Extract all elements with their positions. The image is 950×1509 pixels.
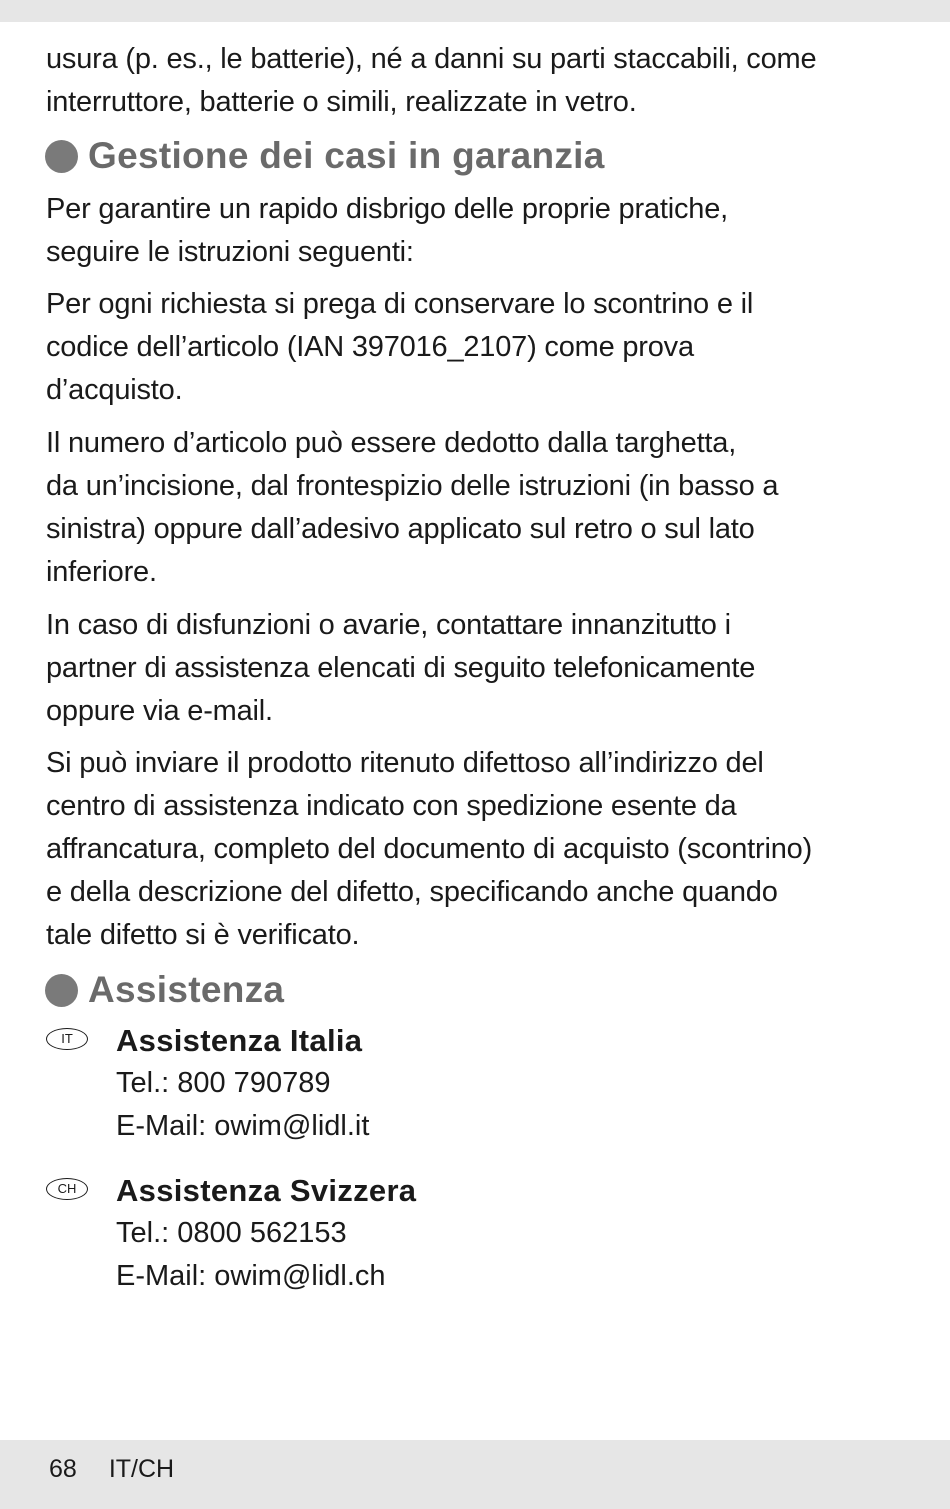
text-line: interruttore, batterie o simili, realizzate in vetro.	[46, 86, 637, 118]
section-heading-service	[46, 968, 886, 1012]
bullet-icon	[45, 974, 78, 1007]
text-line: inferiore.	[46, 556, 157, 588]
page-footer	[0, 1440, 950, 1509]
text-line: centro di assistenza indicato con spedizione esente da	[46, 790, 737, 822]
text-line: da un’incisione, dal frontespizio delle istruzioni (in basso a	[46, 470, 779, 502]
text-line: d’acquisto.	[46, 374, 183, 406]
text-line: sinistra) oppure dall’adesivo applicato sul retro o sul lato	[46, 513, 755, 545]
warranty-paragraph-5	[46, 742, 886, 957]
text-line: affrancatura, completo del documento di acquisto (scontrino)	[46, 833, 813, 865]
section-title: Assistenza	[88, 969, 285, 1010]
service-email: E-Mail: owim@lidl.ch	[116, 1260, 386, 1292]
country-code-badge: CH	[46, 1178, 88, 1200]
text-line: seguire le istruzioni seguenti:	[46, 236, 414, 268]
section-heading-warranty	[46, 134, 886, 178]
bullet-icon	[45, 140, 78, 173]
page-number: 68	[49, 1455, 77, 1483]
intro-paragraph	[46, 38, 886, 124]
service-email: E-Mail: owim@lidl.it	[116, 1110, 370, 1142]
text-line: oppure via e-mail.	[46, 695, 273, 727]
service-title: Assistenza Svizzera	[116, 1173, 417, 1208]
text-line: Il numero d’articolo può essere dedotto dalla targhetta,	[46, 427, 737, 459]
section-title: Gestione dei casi in garanzia	[88, 135, 605, 176]
text-line: tale difetto si è verificato.	[46, 919, 360, 951]
warranty-paragraph-2	[46, 283, 886, 412]
text-line: codice dell’articolo (IAN 397016_2107) come prova	[46, 331, 694, 363]
warranty-paragraph-4	[46, 604, 886, 733]
service-phone: Tel.: 0800 562153	[116, 1217, 347, 1249]
country-code-badge: IT	[46, 1028, 88, 1050]
warranty-paragraph-1	[46, 188, 886, 274]
text-line: usura (p. es., le batterie), né a danni su parti staccabili, come	[46, 43, 817, 75]
service-phone: Tel.: 800 790789	[116, 1067, 331, 1099]
text-line: e della descrizione del difetto, specificando anche quando	[46, 876, 778, 908]
warranty-paragraph-3	[46, 422, 886, 594]
text-line: Per ogni richiesta si prega di conservare lo scontrino e il	[46, 288, 754, 320]
text-line: In caso di disfunzioni o avarie, contattare innanzitutto i	[46, 609, 731, 641]
service-title: Assistenza Italia	[116, 1023, 363, 1058]
text-line: Si può inviare il prodotto ritenuto difettoso all’indirizzo del	[46, 747, 764, 779]
locale-label: IT/CH	[108, 1455, 175, 1483]
text-line: partner di assistenza elencati di seguito telefonicamente	[46, 652, 756, 684]
text-line: Per garantire un rapido disbrigo delle proprie pratiche,	[46, 193, 728, 225]
document-page	[0, 22, 950, 1440]
